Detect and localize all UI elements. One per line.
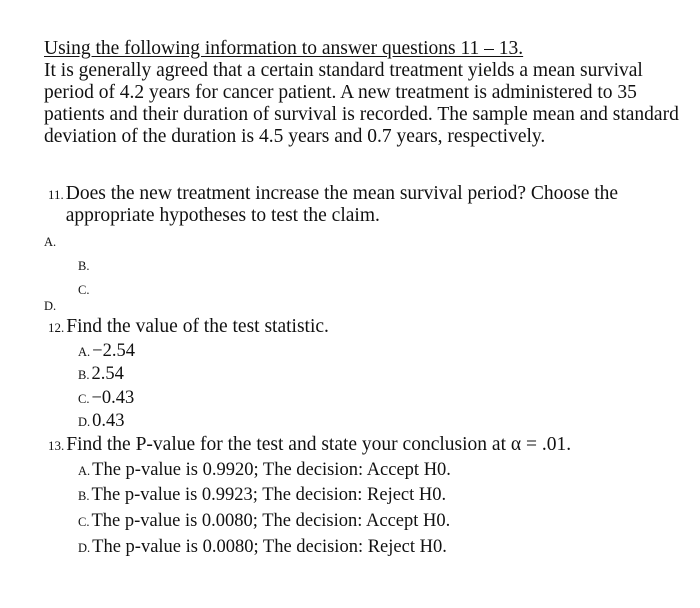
option-label: C. bbox=[78, 515, 90, 529]
option-text: The p-value is 0.9923; The decision: Reject H0. bbox=[91, 485, 447, 505]
intro-block bbox=[44, 38, 694, 148]
option-text: 0.43 bbox=[92, 411, 125, 431]
question-13 bbox=[48, 434, 571, 457]
option-text: The p-value is 0.9920; The decision: Accept H0. bbox=[92, 460, 451, 480]
option-label: B. bbox=[78, 259, 90, 273]
question-number: 12. bbox=[48, 320, 65, 335]
question-11-option-c[interactable] bbox=[78, 278, 91, 301]
option-label: C. bbox=[78, 283, 90, 297]
question-13-option-c[interactable] bbox=[78, 510, 450, 533]
option-label: C. bbox=[78, 392, 90, 406]
option-text: 2.54 bbox=[91, 364, 124, 384]
option-text: −0.43 bbox=[91, 388, 135, 408]
option-text: The p-value is 0.0080; The decision: Reject H0. bbox=[92, 537, 447, 557]
question-text: Find the value of the test statistic. bbox=[66, 316, 329, 337]
option-text: −2.54 bbox=[92, 341, 135, 361]
option-label: B. bbox=[78, 489, 90, 503]
option-label: A. bbox=[44, 235, 57, 249]
question-12 bbox=[48, 316, 329, 339]
intro-heading: Using the following information to answer questions 11 – 13. bbox=[44, 38, 524, 59]
question-number: 11. bbox=[48, 187, 64, 202]
intro-paragraph: It is generally agreed that a certain standard treatment yields a mean survival period of 4.2 years for cancer patient. A new treatment is administered to 35 patients and their duration of survival is recorded. The sample mean and standard deviation of the duration is 4.5 years and 0.7 years, respectively. bbox=[44, 60, 679, 147]
question-text: Does the new treatment increase the mean survival period? Choose the appropriate hypotheses to test the claim. bbox=[65, 183, 619, 226]
option-label: A. bbox=[78, 464, 91, 478]
question-12-option-a[interactable] bbox=[78, 340, 135, 363]
question-11-option-b[interactable] bbox=[78, 254, 91, 277]
question-number: 13. bbox=[48, 438, 65, 453]
question-13-option-d[interactable] bbox=[78, 536, 447, 559]
question-13-option-b[interactable] bbox=[78, 484, 446, 507]
question-11-option-d[interactable] bbox=[44, 294, 58, 317]
question-11-option-a[interactable] bbox=[44, 230, 58, 253]
option-text: The p-value is 0.0080; The decision: Accept H0. bbox=[91, 511, 451, 531]
option-label: D. bbox=[44, 299, 57, 313]
question-13-option-a[interactable] bbox=[78, 459, 451, 482]
question-12-option-b[interactable] bbox=[78, 363, 124, 386]
option-label: D. bbox=[78, 541, 91, 555]
option-label: D. bbox=[78, 415, 91, 429]
option-label: A. bbox=[78, 345, 91, 359]
question-text: Find the P-value for the test and state your conclusion at α = .01. bbox=[66, 434, 572, 455]
question-12-option-d[interactable] bbox=[78, 410, 125, 433]
question-11 bbox=[48, 183, 688, 227]
question-12-option-c[interactable] bbox=[78, 387, 134, 410]
option-label: B. bbox=[78, 368, 90, 382]
